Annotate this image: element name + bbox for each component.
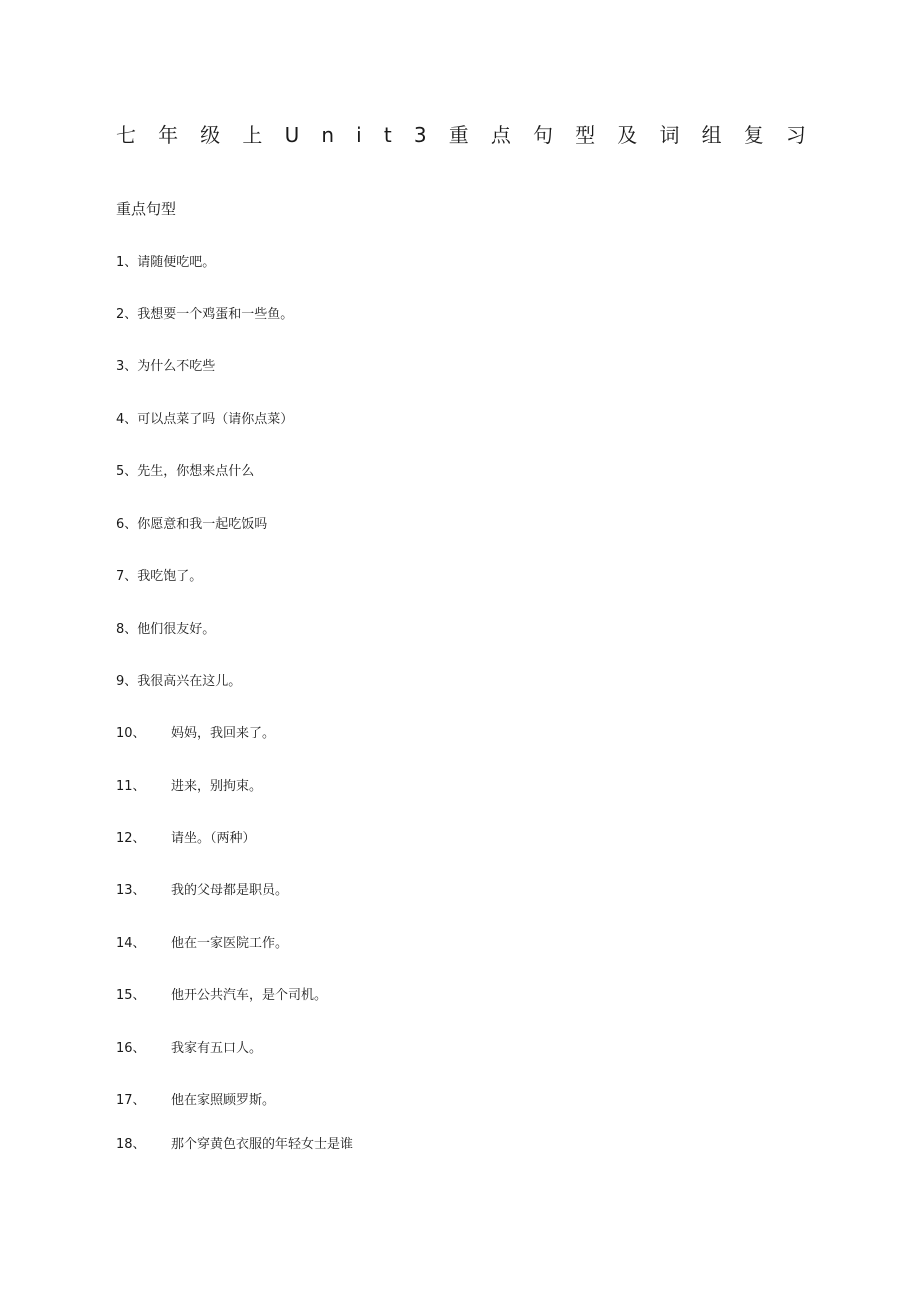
- item-text: 我想要一个鸡蛋和一些鱼。: [137, 307, 294, 322]
- title-char: U: [284, 123, 300, 147]
- item-number: 12、: [116, 831, 146, 846]
- item-text: 我很高兴在这儿。: [137, 674, 242, 689]
- item-number: 8、: [116, 622, 138, 637]
- page-title: [116, 121, 806, 149]
- item-number: 15、: [116, 988, 146, 1003]
- item-number: 9、: [116, 674, 138, 689]
- item-number: 13、: [116, 883, 146, 898]
- section-heading: 重点句型: [116, 200, 177, 218]
- list-item: [116, 305, 293, 325]
- item-number: 18、: [116, 1137, 146, 1152]
- item-text: 请随便吃吧。: [137, 255, 216, 270]
- item-number: 6、: [116, 517, 138, 532]
- list-item: [116, 253, 215, 273]
- list-item: [116, 620, 215, 640]
- item-text: 进来，别拘束。: [171, 779, 263, 794]
- title-char: 3: [413, 123, 427, 147]
- title-char: 型: [575, 123, 596, 147]
- title-char: 级: [200, 123, 221, 147]
- title-char: 复: [743, 123, 764, 147]
- list-item: [116, 881, 288, 901]
- item-text: 妈妈，我回来了。: [171, 726, 276, 741]
- item-number: 16、: [116, 1041, 146, 1056]
- title-char: n: [321, 123, 335, 147]
- item-number: 5、: [116, 464, 138, 479]
- list-item: [116, 410, 293, 430]
- list-item: [116, 934, 288, 954]
- list-item: [116, 724, 275, 744]
- title-char: 及: [617, 123, 638, 147]
- item-text: 那个穿黄色衣服的年轻女士是谁: [171, 1137, 354, 1152]
- item-text: 我家有五口人。: [171, 1041, 263, 1056]
- list-item: [116, 1091, 275, 1111]
- list-item: [116, 567, 202, 587]
- title-char: 重: [448, 123, 469, 147]
- list-item: [116, 986, 327, 1006]
- title-char: 词: [659, 123, 680, 147]
- item-number: 1、: [116, 255, 138, 270]
- list-item: [116, 357, 215, 377]
- item-text: 你愿意和我一起吃饭吗: [137, 517, 268, 532]
- title-char: 组: [701, 123, 722, 147]
- item-text: 先生，你想来点什么: [137, 464, 255, 479]
- item-text: 我的父母都是职员。: [171, 883, 289, 898]
- item-text: 他开公共汽车，是个司机。: [171, 988, 328, 1003]
- item-number: 14、: [116, 936, 146, 951]
- item-number: 2、: [116, 307, 138, 322]
- title-char: 句: [533, 123, 554, 147]
- list-item: [116, 672, 241, 692]
- list-item: [116, 515, 267, 535]
- list-item: [116, 777, 262, 797]
- title-char: 七: [116, 123, 136, 147]
- item-number: 17、: [116, 1093, 146, 1108]
- title-char: 点: [490, 123, 511, 147]
- list-item: [116, 462, 254, 482]
- title-char: 年: [158, 123, 179, 147]
- item-text: 请坐。（两种）: [171, 831, 256, 846]
- item-text: 他们很友好。: [137, 622, 216, 637]
- item-text: 可以点菜了吗（请你点菜）: [137, 412, 294, 427]
- item-number: 7、: [116, 569, 138, 584]
- item-text: 他在一家医院工作。: [171, 936, 289, 951]
- title-char: 上: [242, 123, 263, 147]
- item-number: 4、: [116, 412, 138, 427]
- list-item: [116, 1135, 353, 1155]
- title-char: i: [356, 123, 362, 147]
- list-item: [116, 829, 256, 849]
- item-number: 3、: [116, 359, 138, 374]
- title-char: 习: [785, 123, 806, 147]
- list-item: [116, 1039, 262, 1059]
- title-char: t: [383, 123, 392, 147]
- item-number: 10、: [116, 726, 146, 741]
- item-text: 为什么不吃些: [137, 359, 216, 374]
- item-text: 他在家照顾罗斯。: [171, 1093, 276, 1108]
- item-number: 11、: [116, 779, 146, 794]
- item-text: 我吃饱了。: [137, 569, 203, 584]
